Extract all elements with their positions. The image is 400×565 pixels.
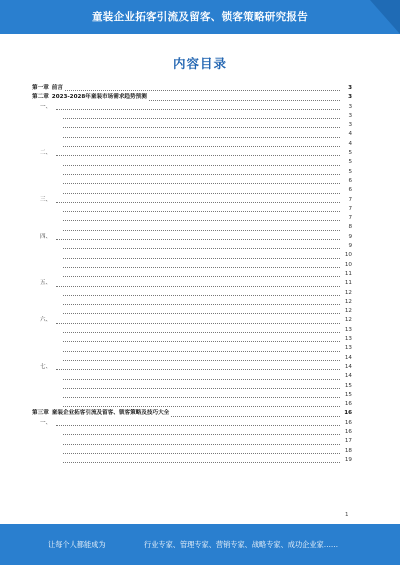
toc-entry[interactable] (32, 400, 352, 409)
toc-entry-page: 10 (344, 261, 352, 268)
toc-leader-dots (63, 313, 340, 314)
toc-leader-dots (56, 369, 340, 370)
toc-entry-page: 14 (344, 373, 352, 380)
toc-entry-page: 3 (348, 94, 352, 101)
toc-leader-dots (56, 286, 340, 287)
toc-leader-dots (149, 100, 340, 101)
toc-entry[interactable] (32, 382, 352, 391)
toc-title: 内容目录 (172, 56, 227, 71)
footer-tagline: 行业专家、管理专家、营销专家、战略专家、成功企业家…… (144, 540, 339, 549)
toc-entry-page: 17 (344, 438, 352, 445)
toc-leader-dots (63, 304, 340, 305)
toc-leader-dots (63, 127, 340, 128)
toc-entry-page: 5 (348, 150, 352, 157)
toc-entry-page: 7 (348, 196, 352, 203)
report-title: 童装企业拓客引流及留客、锁客策略研究报告 (92, 11, 308, 23)
toc-entry-page: 13 (344, 326, 352, 333)
toc-entry-number: 七、 (40, 363, 52, 370)
toc-entry-page: 7 (348, 205, 352, 212)
toc-entry-page: 9 (348, 233, 352, 240)
toc-entry-page: 15 (344, 391, 352, 398)
toc-leader-dots (63, 276, 340, 277)
toc-leader-dots (56, 425, 340, 426)
toc-entry[interactable] (32, 177, 352, 186)
toc-leader-dots (63, 406, 340, 407)
toc-leader-dots (171, 416, 340, 417)
toc-entry-page: 9 (348, 243, 352, 250)
toc-entry-page: 13 (344, 336, 352, 343)
toc-entry-number: 第二章 (32, 94, 49, 101)
toc-leader-dots (63, 211, 340, 212)
toc-entry[interactable] (32, 168, 352, 177)
toc-entry-page: 10 (344, 252, 352, 259)
toc-leader-dots (63, 183, 340, 184)
table-of-contents (32, 84, 352, 465)
toc-entry[interactable] (32, 251, 352, 260)
toc-entry-number: 一、 (40, 103, 52, 110)
toc-entry-page: 12 (344, 317, 352, 324)
toc-leader-dots (63, 444, 340, 445)
toc-leader-dots (56, 239, 340, 240)
toc-entry[interactable] (32, 456, 352, 465)
toc-entry[interactable] (32, 149, 352, 158)
toc-entry-number: 二、 (40, 150, 52, 157)
toc-entry-page: 14 (344, 354, 352, 361)
toc-entry-page: 7 (348, 215, 352, 222)
toc-entry[interactable] (32, 289, 352, 298)
toc-entry-number: 六、 (40, 317, 52, 324)
toc-entry[interactable] (32, 93, 352, 102)
toc-entry[interactable] (32, 140, 352, 149)
toc-entry-number: 一、 (40, 419, 52, 426)
toc-leader-dots (63, 295, 340, 296)
toc-leader-dots (63, 434, 340, 435)
toc-leader-dots (63, 351, 340, 352)
toc-entry[interactable] (32, 409, 352, 418)
toc-entry[interactable] (32, 84, 352, 93)
page-footer (0, 524, 400, 565)
toc-entry[interactable] (32, 205, 352, 214)
toc-entry[interactable] (32, 307, 352, 316)
toc-entry-page: 3 (348, 122, 352, 129)
toc-entry[interactable] (32, 130, 352, 139)
toc-leader-dots (63, 360, 340, 361)
toc-leader-dots (56, 155, 340, 156)
toc-entry[interactable] (32, 279, 352, 288)
toc-leader-dots (65, 90, 340, 91)
toc-entry[interactable] (32, 447, 352, 456)
toc-entry-page: 4 (348, 131, 352, 138)
toc-entry-page: 19 (344, 456, 352, 463)
toc-entry-page: 11 (344, 280, 352, 287)
toc-leader-dots (63, 118, 340, 119)
toc-entry[interactable] (32, 335, 352, 344)
header-accent (370, 0, 400, 34)
toc-entry-title: 前言 (51, 85, 63, 91)
toc-leader-dots (63, 379, 340, 380)
toc-entry-page: 5 (348, 168, 352, 175)
toc-entry-page: 3 (348, 85, 352, 91)
toc-entry[interactable] (32, 270, 352, 279)
toc-entry[interactable] (32, 103, 352, 112)
toc-entry[interactable] (32, 298, 352, 307)
toc-entry-page: 12 (344, 289, 352, 296)
toc-leader-dots (63, 332, 340, 333)
toc-entry-number: 五、 (40, 280, 52, 287)
toc-entry[interactable] (32, 363, 352, 372)
toc-entry-page: 12 (344, 298, 352, 305)
toc-entry-page: 16 (344, 419, 352, 426)
toc-leader-dots (63, 388, 340, 389)
toc-entry-page: 12 (344, 308, 352, 315)
toc-entry-page: 16 (344, 428, 352, 435)
toc-entry-title: 2023-2028年童装市场需求趋势预测 (51, 94, 147, 101)
toc-entry-page: 8 (348, 224, 352, 231)
toc-entry-page: 16 (344, 401, 352, 408)
toc-entry-title: 童装企业拓客引流及留客、锁客策略及技巧大全 (51, 410, 170, 417)
toc-entry[interactable] (32, 316, 352, 325)
toc-entry[interactable] (32, 437, 352, 446)
toc-leader-dots (63, 258, 340, 259)
toc-entry[interactable] (32, 372, 352, 381)
toc-entry-page: 18 (344, 447, 352, 454)
toc-leader-dots (56, 109, 340, 110)
toc-entry-page: 6 (348, 187, 352, 194)
toc-entry[interactable] (32, 214, 352, 223)
toc-leader-dots (63, 267, 340, 268)
toc-leader-dots (63, 341, 340, 342)
toc-entry[interactable] (32, 196, 352, 205)
toc-entry-page: 13 (344, 345, 352, 352)
toc-entry-page: 6 (348, 177, 352, 184)
toc-entry-page: 14 (344, 363, 352, 370)
toc-entry-page: 11 (344, 270, 352, 277)
toc-entry-number: 三、 (40, 196, 52, 203)
toc-entry-page: 5 (348, 159, 352, 166)
toc-entry[interactable] (32, 223, 352, 232)
toc-entry-page: 4 (348, 140, 352, 147)
toc-entry[interactable] (32, 121, 352, 130)
toc-entry[interactable] (32, 186, 352, 195)
toc-entry[interactable] (32, 158, 352, 167)
toc-entry[interactable] (32, 112, 352, 121)
toc-leader-dots (63, 137, 340, 138)
toc-leader-dots (63, 174, 340, 175)
toc-entry[interactable] (32, 419, 352, 428)
toc-entry-number: 第三章 (32, 410, 49, 417)
page-header (0, 0, 400, 34)
toc-leader-dots (56, 323, 340, 324)
toc-entry-page: 3 (348, 112, 352, 119)
toc-entry-page: 15 (344, 382, 352, 389)
toc-entry-page: 3 (348, 103, 352, 110)
toc-entry[interactable] (32, 233, 352, 242)
toc-leader-dots (63, 397, 340, 398)
toc-entry-page: 16 (344, 410, 352, 417)
toc-entry[interactable] (32, 242, 352, 251)
footer-slogan: 让每个人都能成为 (48, 540, 106, 549)
toc-leader-dots (63, 146, 340, 147)
toc-entry-number: 四、 (40, 233, 52, 240)
toc-leader-dots (56, 202, 340, 203)
toc-leader-dots (63, 165, 340, 166)
toc-leader-dots (63, 453, 340, 454)
toc-entry[interactable] (32, 344, 352, 353)
toc-leader-dots (63, 462, 340, 463)
toc-leader-dots (63, 248, 340, 249)
toc-leader-dots (63, 230, 340, 231)
toc-entry[interactable] (32, 391, 352, 400)
toc-leader-dots (63, 220, 340, 221)
toc-leader-dots (63, 193, 340, 194)
toc-entry[interactable] (32, 261, 352, 270)
toc-entry[interactable] (32, 428, 352, 437)
page-number: 1 (345, 512, 349, 518)
toc-entry[interactable] (32, 326, 352, 335)
toc-entry-number: 第一章 (32, 85, 49, 91)
toc-entry[interactable] (32, 354, 352, 363)
